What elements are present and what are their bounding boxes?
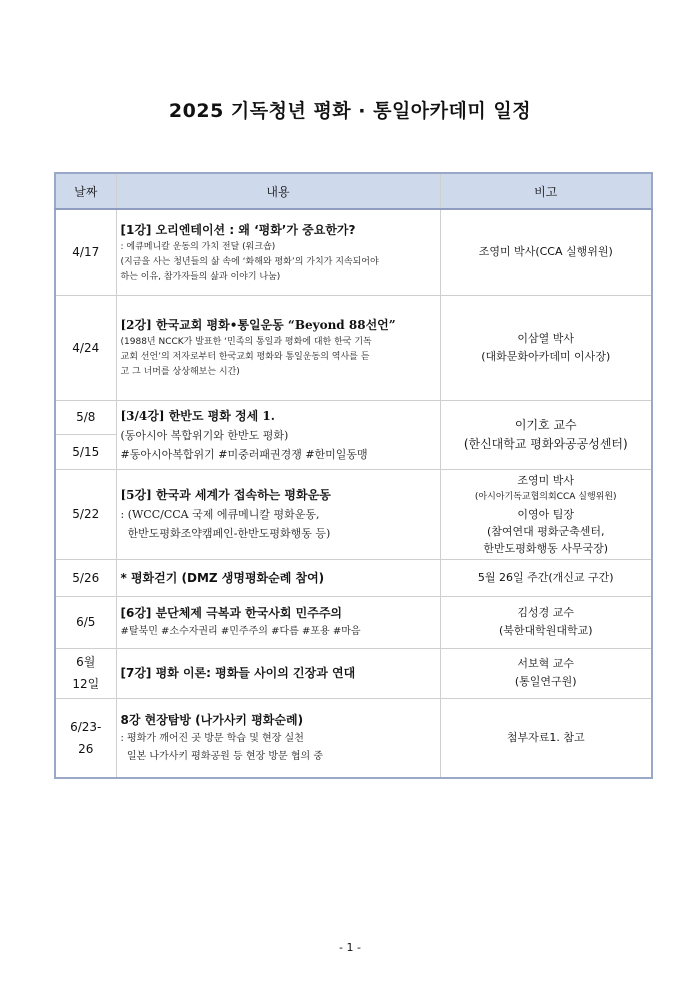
row-date: 6/5 xyxy=(55,596,116,648)
lecture-title: 8강 현장탐방 (나가사키 평화순례) xyxy=(120,712,304,727)
lecture-desc-line: 고 그 너머를 상상해보는 시간) xyxy=(120,367,240,377)
row-content xyxy=(116,209,440,295)
table-row xyxy=(55,295,652,400)
lecture-desc-line: (지금을 사는 청년들의 삶 속에 ‘화해와 평화’의 가치가 지속되어야 xyxy=(120,256,379,267)
note-line: 5월 26일 주간(개신교 구간) xyxy=(477,570,614,584)
header-content: 내용 xyxy=(116,173,440,209)
row-content xyxy=(116,559,440,596)
lecture-title: [3/4강] 한반도 평화 정세 1. xyxy=(120,408,275,423)
row-date: 5/22 xyxy=(55,469,116,559)
row-date: 4/17 xyxy=(55,209,116,295)
lecture-desc-line: 교회 선언’의 저자로부터 한국교회 평화와 통일운동의 역사를 듣 xyxy=(120,352,370,362)
note-line: 이삼열 박사 xyxy=(517,331,575,345)
row-note xyxy=(440,648,652,698)
row-date: 5/15 xyxy=(55,435,116,470)
table-row xyxy=(55,209,652,295)
lecture-title: [1강] 오리엔테이션 : 왜 ‘평화’가 중요한가? xyxy=(120,222,356,237)
row-note xyxy=(440,295,652,400)
lecture-title: [7강] 평화 이론: 평화들 사이의 긴장과 연대 xyxy=(120,666,356,680)
table-header-row xyxy=(55,173,652,209)
lecture-desc-line: #동아시아복합위기 #미중러패권경쟁 #한미일동맹 xyxy=(120,447,368,461)
table-row xyxy=(55,469,652,559)
row-note xyxy=(440,559,652,596)
lecture-desc-line: 한반도평화조약캠페인-한반도평화행동 등) xyxy=(120,527,331,540)
schedule-table xyxy=(54,172,653,779)
row-content xyxy=(116,295,440,400)
row-date: 5/26 xyxy=(55,559,116,596)
table-row xyxy=(55,698,652,778)
row-content xyxy=(116,698,440,778)
note-line: (참여연대 평화군축센터, xyxy=(486,524,605,538)
lecture-desc-line: : 평화가 깨어진 곳 방문 학습 및 현장 실천 xyxy=(120,732,304,744)
note-line: 김성경 교수 xyxy=(517,606,575,619)
lecture-desc-line: (1988년 NCCK가 발표한 ‘민족의 통일과 평화에 대한 한국 기독 xyxy=(120,337,372,347)
row-date: 6월 12일 xyxy=(55,648,116,698)
lecture-desc-line: : (WCC/CCA 국제 에큐메니칼 평화운동, xyxy=(120,508,320,521)
row-content xyxy=(116,648,440,698)
note-line: (한신대학교 평화와공공성센터) xyxy=(463,436,628,451)
page-number: - 1 - xyxy=(339,941,361,954)
table-row xyxy=(55,400,652,435)
note-line: (북한대학원대학교) xyxy=(498,624,593,637)
page-title: 2025 기독청년 평화 · 통일아카데미 일정 xyxy=(168,100,532,122)
note-line: 이영아 팀장 xyxy=(517,507,575,521)
row-content xyxy=(116,469,440,559)
row-content xyxy=(116,400,440,469)
lecture-desc-line: : 에큐메니칼 운동의 가치 전달 (워크숍) xyxy=(120,241,276,252)
table-row xyxy=(55,559,652,596)
note-line: 한반도평화행동 사무국장) xyxy=(483,541,609,555)
note-line: 이기호 교수 xyxy=(514,417,577,432)
lecture-title: [6강] 분단체제 극복과 한국사회 민주주의 xyxy=(120,606,343,620)
lecture-desc-line: 하는 이유, 참가자들의 삶과 이야기 나눔) xyxy=(120,271,281,282)
row-note xyxy=(440,596,652,648)
table-row xyxy=(55,596,652,648)
header-date: 날짜 xyxy=(55,173,116,209)
row-note xyxy=(440,698,652,778)
note-line: 서보혁 교수 xyxy=(517,657,575,670)
row-note xyxy=(440,400,652,469)
note-line: (대화문화아카데미 이사장) xyxy=(481,349,611,363)
note-line: 조영미 박사 xyxy=(517,473,575,487)
row-date: 5/8 xyxy=(55,400,116,435)
lecture-desc-line: 일본 나가사키 평화공원 등 현장 방문 협의 중 xyxy=(120,750,323,762)
note-line: 첨부자료1. 참고 xyxy=(506,730,585,744)
lecture-title: * 평화걷기 (DMZ 생명평화순례 참여) xyxy=(120,570,325,585)
note-line: 조영미 박사(CCA 실행위원) xyxy=(478,245,613,259)
lecture-title: [5강] 한국과 세계가 접속하는 평화운동 xyxy=(120,488,331,502)
lecture-desc-line: (동아시아 복합위기와 한반도 평화) xyxy=(120,428,289,442)
row-note xyxy=(440,469,652,559)
row-note xyxy=(440,209,652,295)
note-line: (아시아기독교협의회CCA 실행위원) xyxy=(474,491,617,502)
row-content xyxy=(116,596,440,648)
row-date: 4/24 xyxy=(55,295,116,400)
table-row xyxy=(55,648,652,698)
header-note: 비고 xyxy=(440,173,652,209)
lecture-title: [2강] 한국교회 평화•통일운동 “Beyond 88선언” xyxy=(120,318,396,332)
lecture-desc-line: #탈북민 #소수자권리 #민주주의 #다름 #포용 #마음 xyxy=(120,626,361,637)
note-line: (통일연구원) xyxy=(514,675,577,688)
row-date: 6/23- 26 xyxy=(55,698,116,778)
